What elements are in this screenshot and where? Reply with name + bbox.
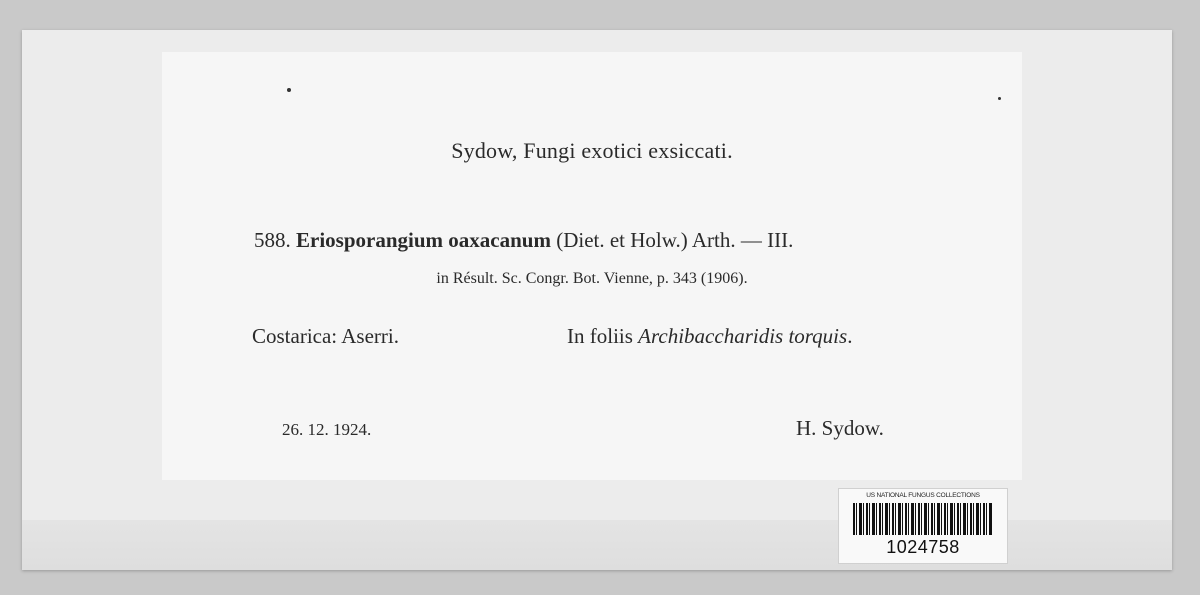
host-species: Archibaccharidis torquis bbox=[638, 324, 848, 348]
series-title: Sydow, Fungi exotici exsiccati. bbox=[451, 138, 733, 163]
exsiccata-label bbox=[162, 52, 1022, 480]
ink-dot bbox=[287, 88, 291, 92]
locality: Costarica: Aserri. bbox=[252, 324, 399, 348]
species-line bbox=[254, 228, 793, 253]
species-name: Eriosporangium oaxacanum bbox=[296, 228, 551, 252]
citation: in Résult. Sc. Congr. Bot. Vienne, p. 343 (1906). bbox=[436, 270, 748, 287]
barcode-number: 1024758 bbox=[886, 537, 960, 557]
species-number: 588. bbox=[254, 228, 291, 252]
ink-dot bbox=[998, 97, 1001, 100]
barcode-header: US NATIONAL FUNGUS COLLECTIONS bbox=[866, 492, 980, 499]
species-authority: (Diet. et Holw.) Arth. — III. bbox=[556, 228, 794, 252]
collection-date: 26. 12. 1924. bbox=[282, 420, 372, 439]
host-prefix: In foliis bbox=[567, 324, 633, 348]
collector: H. Sydow. bbox=[796, 416, 884, 440]
host-line bbox=[567, 324, 852, 349]
barcode-icon bbox=[853, 503, 993, 535]
host-suffix: . bbox=[847, 324, 853, 348]
barcode-label bbox=[838, 488, 1008, 564]
